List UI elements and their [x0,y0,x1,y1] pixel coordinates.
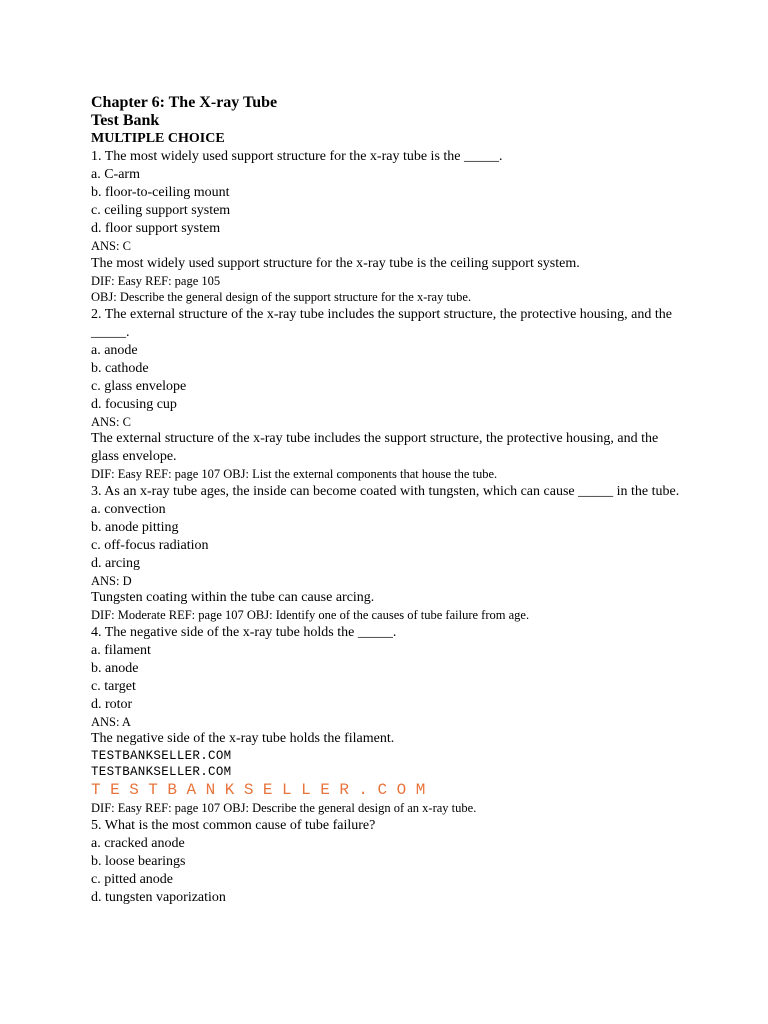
question-1-dif: DIF: Easy REF: page 105 [91,273,221,288]
subtitle: Test Bank [91,112,160,129]
chapter-title: Chapter 6: The X-ray Tube [91,94,278,111]
question-3-meta: DIF: Moderate REF: page 107 OBJ: Identify one of the causes of tube failure from age. [91,608,530,622]
question-3-option-a: a. convection [91,501,166,517]
question-3-explanation: Tungsten coating within the tube can cause arcing. [91,590,375,605]
question-5-option-c: c. pitted anode [91,871,174,887]
question-1-answer: ANS: C [91,239,131,253]
question-1-stem: 1. The most widely used support structure for the x-ray tube is the _____. [91,149,503,164]
question-2-stem: 2. The external structure of the x-ray tube includes the support structure, the protective housing, and the _____. [91,306,672,340]
question-2-option-b: b. cathode [91,360,149,376]
question-2-option-c: c. glass envelope [91,378,187,394]
question-1-explanation: The most widely used support structure for the x-ray tube is the ceiling support system. [91,255,580,271]
watermark-text: TESTBANKSELLER.COM [91,749,232,763]
question-1-option-d: d. floor support system [91,221,221,236]
question-5-option-d: d. tungsten vaporization [91,889,226,905]
question-4-explanation: The negative side of the x-ray tube holds the filament. [91,731,395,746]
question-3-option-b: b. anode pitting [91,519,179,535]
question-2-option-d: d. focusing cup [91,396,177,412]
question-4-option-a: a. filament [91,642,151,658]
question-2-meta: DIF: Easy REF: page 107 OBJ: List the external components that house the tube. [91,467,498,481]
watermark-banner: TESTBANKSELLER.COM [91,781,435,799]
question-2-explanation: The external structure of the x-ray tube includes the support structure, the protective housing, and the glass envelope. [91,431,659,464]
question-3-option-d: d. arcing [91,555,140,571]
question-3-stem: 3. As an x-ray tube ages, the inside can become coated with tungsten, which can cause _____ in the tube. [91,483,680,499]
question-5-option-a: a. cracked anode [91,835,185,851]
watermark-text: TESTBANKSELLER.COM [91,765,232,779]
question-1-option-a: a. C-arm [91,167,140,182]
question-5-stem: 5. What is the most common cause of tube failure? [91,817,376,833]
question-1-option-b: b. floor-to-ceiling mount [91,185,230,200]
question-4-option-d: d. rotor [91,696,133,712]
question-2-answer: ANS: C [91,414,131,429]
question-2-option-a: a. anode [91,342,138,358]
question-3-option-c: c. off-focus radiation [91,537,209,553]
section-heading: MULTIPLE CHOICE [91,131,225,146]
question-4-option-c: c. target [91,678,136,694]
question-1-option-c: c. ceiling support system [91,203,231,218]
question-1-obj: OBJ: Describe the general design of the support structure for the x-ray tube. [91,290,472,304]
question-4-stem: 4. The negative side of the x-ray tube holds the _____. [91,624,397,640]
question-3-answer: ANS: D [91,573,132,588]
question-4-answer: ANS: A [91,714,131,729]
question-4-meta: DIF: Easy REF: page 107 OBJ: Describe the general design of an x-ray tube. [91,801,477,815]
question-5-option-b: b. loose bearings [91,853,186,869]
question-4-option-b: b. anode [91,660,139,676]
document-body [91,94,681,907]
